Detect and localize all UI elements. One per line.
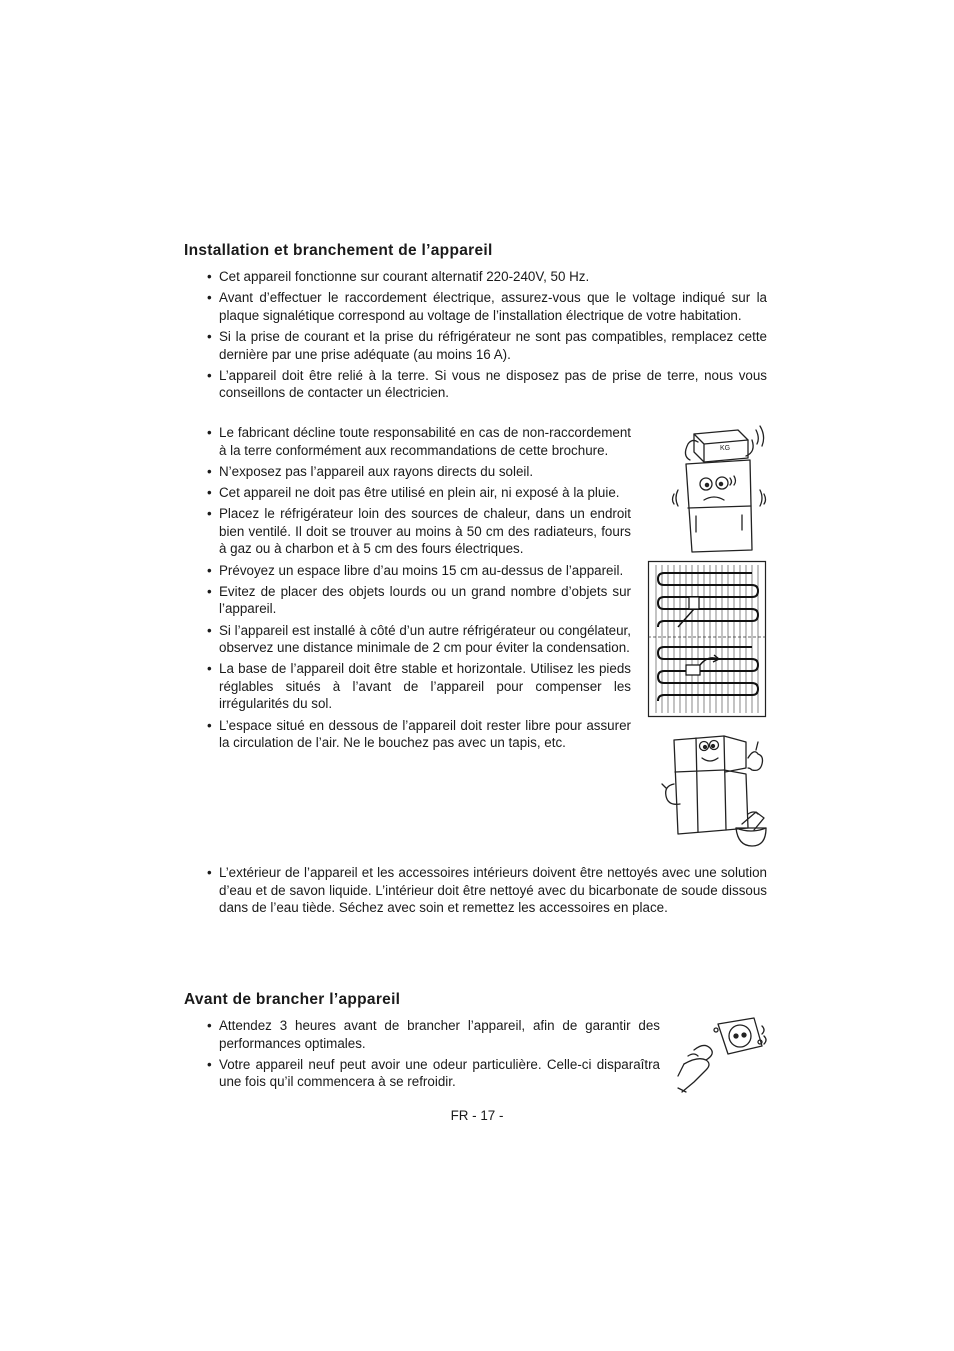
list-item: • L’extérieur de l’appareil et les accessoires intérieurs doivent être nettoyés avec une solution d’eau et de savon liquide. L’intérieur doit être nettoyé avec du bicarbonate de soude dissous dans de l’eau tiède. Séchez avec soin et remettez les accessoires en place. <box>205 864 767 917</box>
list-item: • L’espace situé en dessous de l’appareil doit rester libre pour assurer la circulation de l’air. Ne le bouchez pas avec un tapis, etc. <box>205 717 631 752</box>
before-plugging-list <box>205 1017 660 1095</box>
installation-list-full-width <box>205 268 767 406</box>
page-number: FR - 17 - <box>450 1108 504 1123</box>
list-item: • Avant d’effectuer le raccordement électrique, assurez-vous que le voltage indiqué sur la plaque signalétique correspond au voltage de l’installation électrique de votre habitation. <box>205 289 767 324</box>
list-item: • Placez le réfrigérateur loin des sources de chaleur, dans un endroit bien ventilé. Il doit se trouver au moins à 50 cm des radiateurs, fours à gaz ou à charbon et à 5 cm des fours électriques. <box>205 505 631 558</box>
list-item: • Si la prise de courant et la prise du réfrigérateur ne sont pas compatibles, remplacez cette dernière par une prise adéquate (au moins 16 A). <box>205 328 767 363</box>
list-item: • Si l’appareil est installé à côté d’un autre réfrigérateur ou congélateur, observez une distance minimale de 2 cm pour éviter la condensation. <box>205 622 631 657</box>
list-item: • Attendez 3 heures avant de brancher l’appareil, afin de garantir des performances optimales. <box>205 1017 660 1052</box>
fridge-heavy-load-illustration <box>668 420 768 555</box>
list-item: • Le fabricant décline toute responsabilité en cas de non-raccordement à la terre conformément aux recommandations de cette brochure. <box>205 424 631 459</box>
list-item: • Cet appareil ne doit pas être utilisé en plein air, ni exposé à la pluie. <box>205 484 631 502</box>
list-item: • Cet appareil fonctionne sur courant alternatif 220-240V, 50 Hz. <box>205 268 767 286</box>
list-item: • L’appareil doit être relié à la terre. Si vous ne disposez pas de prise de terre, nous vous conseillons de contacter un électricien. <box>205 367 767 402</box>
installation-list-narrow <box>205 424 631 755</box>
list-item: • La base de l’appareil doit être stable et horizontale. Utilisez les pieds réglables situés à l’avant de l’appareil pour compenser les irrégularités du sol. <box>205 660 631 713</box>
weight-label: KG <box>720 445 731 452</box>
condenser-coil-illustration <box>648 561 766 717</box>
list-item: • Votre appareil neuf peut avoir une odeur particulière. Celle-ci disparaîtra une fois qu’il commencera à se refroidir. <box>205 1056 660 1091</box>
list-item: • Prévoyez un espace libre d’au moins 15 cm au-dessus de l’appareil. <box>205 562 631 580</box>
list-item: • Evitez de placer des objets lourds ou un grand nombre d’objets sur l’appareil. <box>205 583 631 618</box>
section-title-before-plugging: Avant de brancher l’appareil <box>184 991 401 1008</box>
fridge-cleaning-illustration <box>662 728 772 856</box>
installation-list-last <box>205 864 767 920</box>
section-title-installation: Installation et branchement de l’appareil <box>184 242 493 259</box>
hand-socket-illustration <box>674 1016 768 1096</box>
list-item: • N’exposez pas l’appareil aux rayons directs du soleil. <box>205 463 631 481</box>
